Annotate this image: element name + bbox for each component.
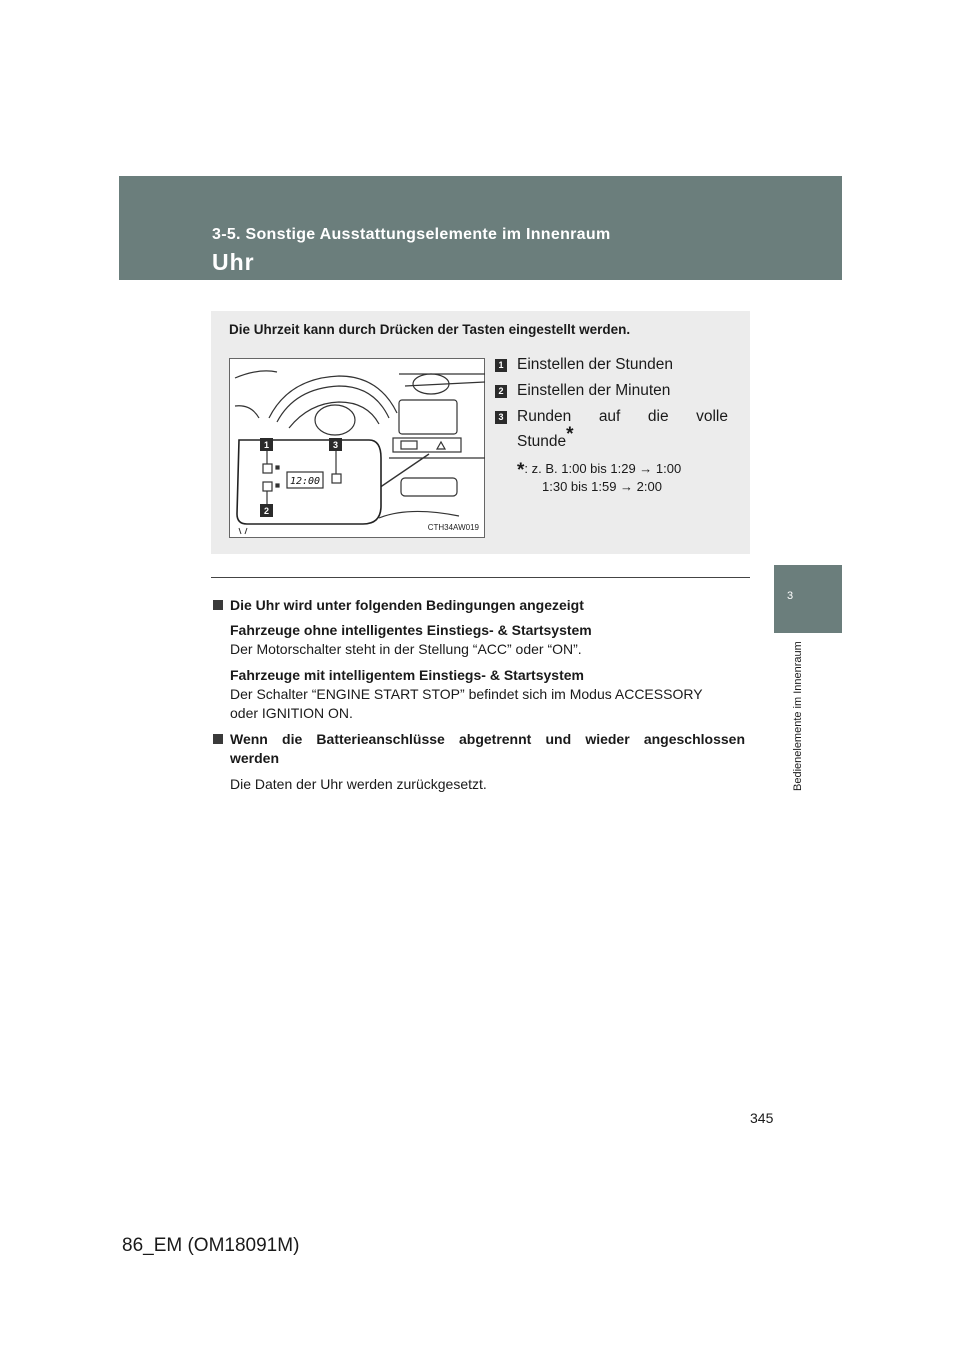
step-text: Einstellen der Minuten — [517, 382, 671, 399]
illustration-code: CTH34AW019 — [427, 523, 479, 532]
step-item — [492, 408, 728, 451]
callout-2: 2 — [263, 506, 270, 516]
note-text: Der Motorschalter steht in der Stellung “ACC” oder “ON”. — [230, 641, 582, 657]
step-item — [492, 356, 728, 374]
step-text: Einstellen der Stunden — [517, 356, 673, 373]
footnote — [492, 459, 728, 496]
footnote-line: : z. B. 1:00 bis 1:29 → 1:00 — [524, 461, 682, 477]
section-divider — [211, 577, 750, 578]
footnote-star: * — [517, 460, 525, 482]
notes-section — [213, 596, 745, 794]
step-word: die — [647, 408, 669, 425]
chapter-tab-label: Bedienelemente im Innenraum — [792, 641, 804, 791]
step-number: 3 — [495, 411, 507, 424]
step-word: auf — [598, 408, 621, 425]
info-box — [211, 311, 750, 554]
note-heading: Wenn die Batterieanschlüsse abgetrennt und wieder angeschlossen — [213, 730, 745, 749]
bullet-square-icon — [213, 600, 223, 610]
clock-illustration — [229, 358, 485, 538]
info-intro: Die Uhrzeit kann durch Drücken der Tasten eingestellt werden. — [229, 322, 631, 337]
clock-display-time: 12:00 — [289, 476, 321, 487]
note-heading-cont: werden — [230, 750, 280, 766]
footnote-line: 1:30 bis 1:59 → 2:00 — [542, 479, 662, 495]
bullet-square-icon — [213, 734, 223, 744]
step-text: Stunde — [517, 433, 567, 451]
document-code: 86_EM (OM18091M) — [122, 1235, 300, 1256]
note-subheading: Fahrzeuge ohne intelligentes Einstiegs- & Startsystem — [230, 622, 592, 638]
step-word: Runden — [517, 408, 572, 425]
callout-3: 3 — [332, 440, 339, 450]
step-number: 2 — [495, 385, 507, 398]
chapter-tab-number: 3 — [787, 590, 794, 602]
callout-1: 1 — [263, 440, 270, 450]
page-title: Uhr — [212, 249, 255, 275]
step-word: volle — [696, 408, 728, 425]
note-subheading: Fahrzeuge mit intelligentem Einstiegs- & Startsystem — [230, 667, 584, 683]
note-text: oder IGNITION ON. — [230, 705, 353, 721]
page-number: 345 — [750, 1110, 774, 1126]
note-text: Die Daten der Uhr werden zurückgesetzt. — [230, 776, 487, 792]
chapter-tab[interactable] — [774, 565, 842, 633]
step-item — [492, 382, 728, 400]
step-list — [492, 356, 728, 496]
note-heading: Die Uhr wird unter folgenden Bedingungen angezeigt — [213, 596, 745, 615]
footnote-marker: * — [566, 424, 574, 445]
step-number: 1 — [495, 359, 507, 372]
note-text: Der Schalter “ENGINE START STOP” befindet sich im Modus ACCESSORY — [230, 686, 703, 702]
section-label: 3-5. Sonstige Ausstattungselemente im Innenraum — [212, 226, 611, 243]
